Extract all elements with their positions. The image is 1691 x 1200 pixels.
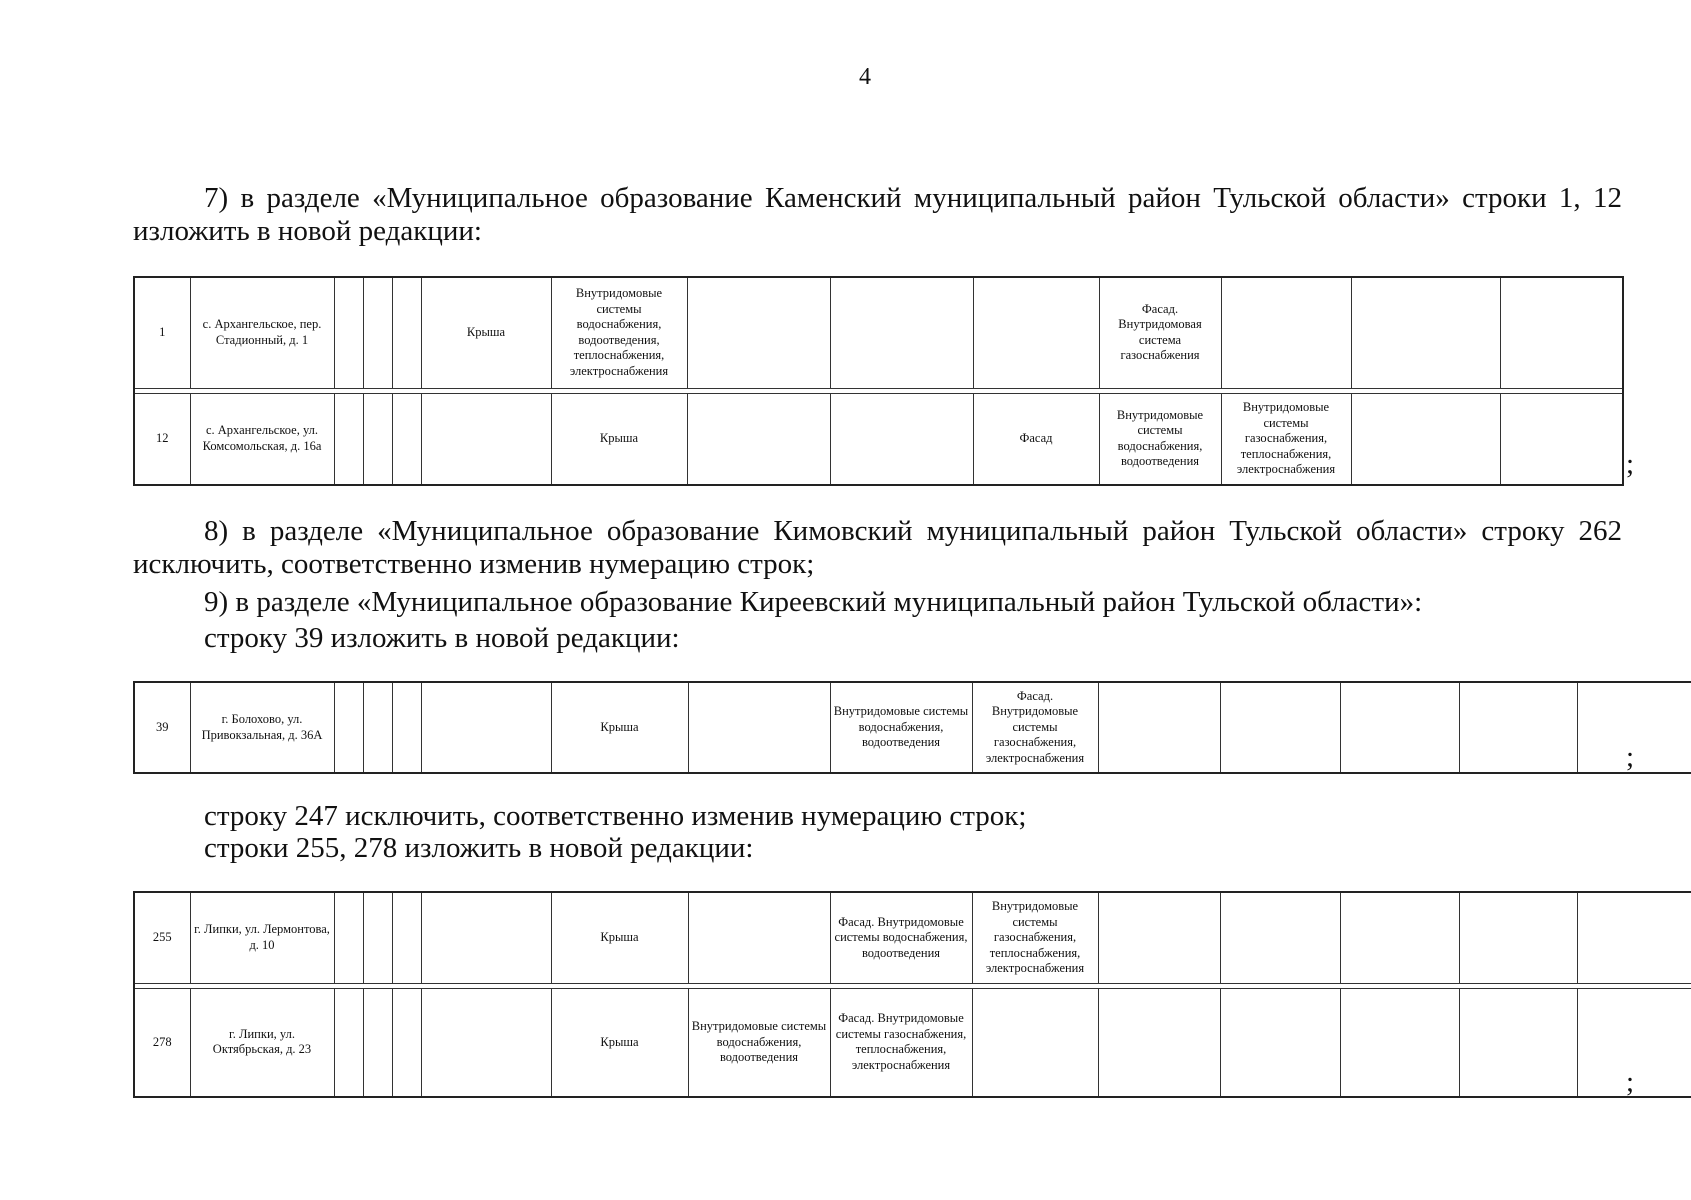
table-cell: [421, 393, 551, 485]
table-cell: [421, 682, 551, 773]
table-cell: [688, 892, 830, 983]
table-cell: [688, 682, 830, 773]
table-cell: [1220, 892, 1340, 983]
table-row: [134, 682, 1691, 773]
table-cell: [1220, 988, 1340, 1097]
address-cell: с. Архангельское, ул. Комсомольская, д. 16а: [190, 393, 334, 485]
table-cell: [392, 277, 421, 388]
row-number-cell: 255: [134, 892, 190, 983]
table-cell: [687, 393, 830, 485]
table-cell: [392, 892, 421, 983]
item-9-line-247: строку 247 исключить, соответственно изменив нумерацию строк;: [204, 800, 1027, 832]
table-cell: [1340, 682, 1459, 773]
table-kireevsky-255-278: [133, 891, 1691, 1098]
table-kireevsky-39: [133, 681, 1691, 774]
terminator-semicolon: ;: [1626, 448, 1635, 480]
table-cell: Крыша: [421, 277, 551, 388]
table-cell: [334, 988, 363, 1097]
table-cell: Крыша: [551, 682, 688, 773]
table-cell: Фасад. Внутридомовые системы водоснабжения, водоотведения: [830, 892, 972, 983]
table-cell: [1098, 682, 1220, 773]
address-cell: с. Архангельское, пер. Стадионный, д. 1: [190, 277, 334, 388]
item-8-paragraph: 8) в разделе «Муниципальное образование Кимовский муниципальный район Тульской области» строку 262 исключить, соответственно изменив нумерацию строк;: [133, 515, 1622, 580]
table-kamensky: [133, 276, 1624, 486]
terminator-semicolon: ;: [1626, 1066, 1635, 1098]
table-cell: [1577, 892, 1691, 983]
table-cell: [1098, 988, 1220, 1097]
table-cell: [363, 277, 392, 388]
terminator-semicolon: ;: [1626, 741, 1635, 773]
table-cell: [972, 988, 1098, 1097]
table-row: [134, 393, 1623, 485]
table-cell: Крыша: [551, 892, 688, 983]
table-cell: [363, 682, 392, 773]
item-7-paragraph: 7) в разделе «Муниципальное образование Каменский муниципальный район Тульской области» строки 1, 12 изложить в новой редакции:: [133, 182, 1622, 247]
table-cell: [830, 393, 973, 485]
table-cell: [421, 988, 551, 1097]
table-cell: Крыша: [551, 393, 687, 485]
table-cell: Внутридомовые системы газоснабжения, теплоснабжения, электроснабжения: [1221, 393, 1351, 485]
table-cell: [363, 892, 392, 983]
address-cell: г. Липки, ул. Лермонтова, д. 10: [190, 892, 334, 983]
table-cell: [1098, 892, 1220, 983]
table-cell: Фасад. Внутридомовые системы газоснабжения, теплоснабжения, электроснабжения: [830, 988, 972, 1097]
table-cell: Крыша: [551, 988, 688, 1097]
table-cell: Внутридомовые системы водоснабжения, водоотведения: [830, 682, 972, 773]
table-cell: [1500, 277, 1623, 388]
table-cell: [334, 393, 363, 485]
table-cell: [334, 682, 363, 773]
item-9-line-255-278: строки 255, 278 изложить в новой редакции:: [204, 832, 754, 864]
table-cell: Фасад. Внутридомовая система газоснабжения: [1099, 277, 1221, 388]
table-cell: Внутридомовые системы водоснабжения, водоотведения: [688, 988, 830, 1097]
table-cell: [1340, 988, 1459, 1097]
row-number-cell: 39: [134, 682, 190, 773]
table-cell: [392, 988, 421, 1097]
table-cell: [1340, 892, 1459, 983]
row-number-cell: 1: [134, 277, 190, 388]
table-cell: [687, 277, 830, 388]
table-cell: [1459, 682, 1577, 773]
table-row: [134, 892, 1691, 983]
table-cell: [421, 892, 551, 983]
address-cell: г. Болохово, ул. Привокзальная, д. 36А: [190, 682, 334, 773]
table-cell: [1459, 892, 1577, 983]
table-cell: [1221, 277, 1351, 388]
table-cell: Внутридомовые системы водоснабжения, водоотведения: [1099, 393, 1221, 485]
table-cell: [973, 277, 1099, 388]
table-cell: [363, 988, 392, 1097]
table-cell: [334, 277, 363, 388]
row-number-cell: 12: [134, 393, 190, 485]
table-cell: Внутридомовые системы газоснабжения, теплоснабжения, электроснабжения: [972, 892, 1098, 983]
table-cell: [1351, 277, 1500, 388]
table-cell: [392, 682, 421, 773]
table-cell: [830, 277, 973, 388]
row-number-cell: 278: [134, 988, 190, 1097]
table-row: [134, 277, 1623, 388]
table-cell: [392, 393, 421, 485]
table-row: [134, 988, 1691, 1097]
page-number: 4: [859, 64, 871, 90]
table-cell: [334, 892, 363, 983]
table-cell: [363, 393, 392, 485]
table-cell: Внутридомовые системы водоснабжения, водоотведения, теплоснабжения, электроснабжения: [551, 277, 687, 388]
table-cell: Фасад: [973, 393, 1099, 485]
table-cell: [1459, 988, 1577, 1097]
table-cell: [1220, 682, 1340, 773]
item-9-paragraph: 9) в разделе «Муниципальное образование Киреевский муниципальный район Тульской области»:: [204, 586, 1423, 618]
table-cell: Фасад. Внутридомовые системы газоснабжения, электроснабжения: [972, 682, 1098, 773]
table-cell: [1351, 393, 1500, 485]
address-cell: г. Липки, ул. Октябрьская, д. 23: [190, 988, 334, 1097]
item-9-subline: строку 39 изложить в новой редакции:: [204, 622, 680, 654]
table-cell: [1500, 393, 1623, 485]
